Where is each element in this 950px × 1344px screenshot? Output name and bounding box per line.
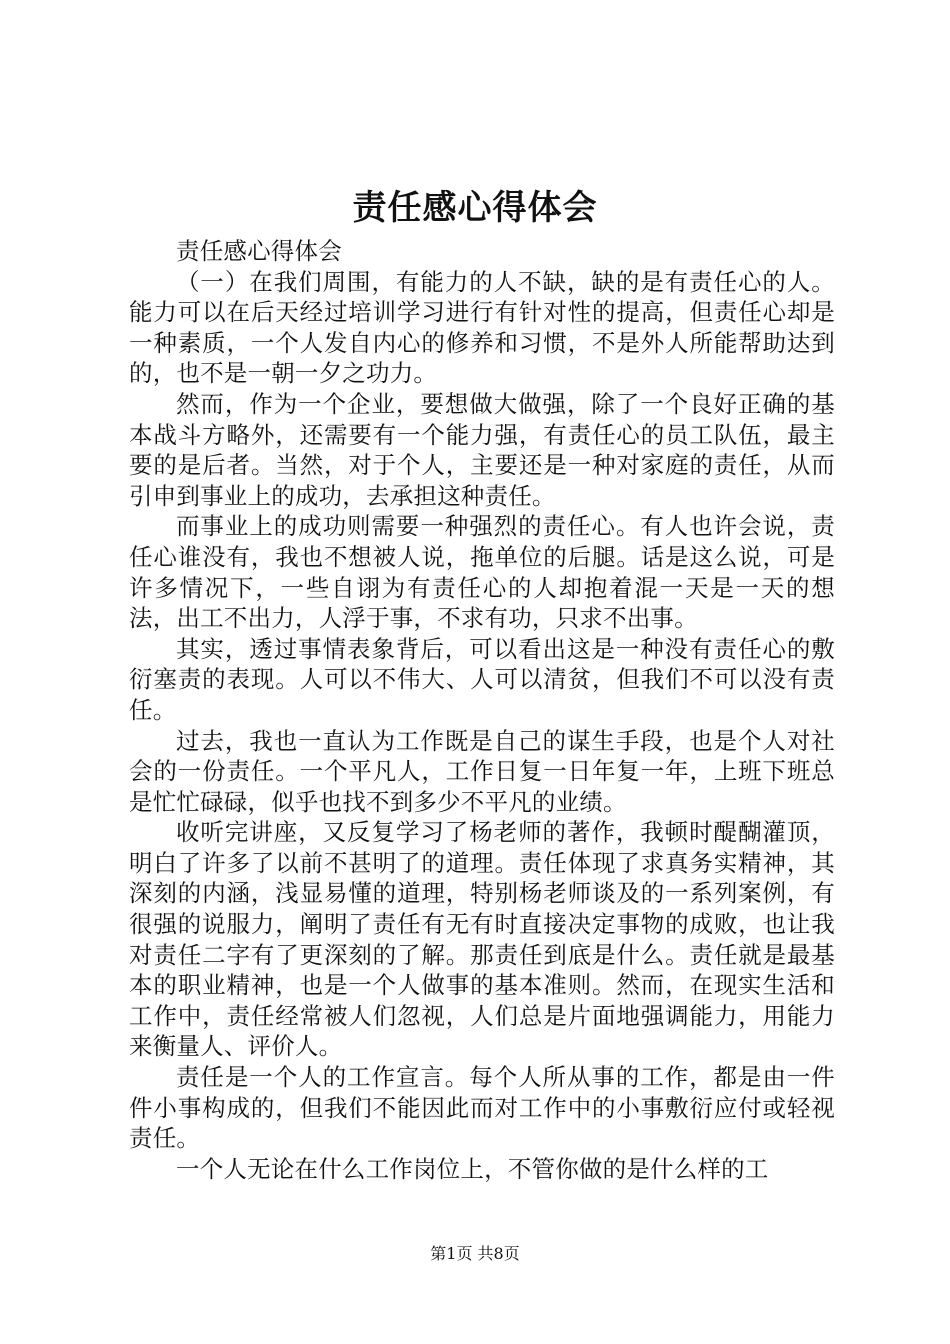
paragraph: 而事业上的成功则需要一种强烈的责任心。有人也许会说，责任心谁没有，我也不想被人说，拖单位的后腿。话是这么说，可是许多情况下，一些自诩为有责任心的人却抱着混一天是一天的想法，出工不出力，人浮于事，不求有功，只求不出事。 <box>129 512 835 633</box>
page-number-footer: 第1页 共8页 <box>430 1244 520 1263</box>
paragraph: 然而，作为一个企业，要想做大做强，除了一个良好正确的基本战斗方略外，还需要有一个能力强，有责任心的员工队伍，最主要的是后者。当然，对于个人，主要还是一种对家庭的责任，从而引申到事业上的成功，去承担这种责任。 <box>129 389 835 510</box>
paragraph: （一）在我们周围，有能力的人不缺，缺的是有责任心的人。能力可以在后天经过培训学习进行有针对性的提高，但责任心却是一种素质，一个人发自内心的修养和习惯，不是外人所能帮助达到的，也不是一朝一夕之功力。 <box>129 267 835 388</box>
paragraph: 其实，透过事情表象背后，可以看出这是一种没有责任心的敷衍塞责的表现。人可以不伟大、人可以清贫，但我们不可以没有责任。 <box>129 634 835 724</box>
paragraph: 责任感心得体会 <box>176 237 342 265</box>
document-body <box>129 236 835 1184</box>
paragraph: 收听完讲座，又反复学习了杨老师的著作，我顿时醍醐灌顶，明白了许多了以前不甚明了的道理。责任体现了求真务实精神，其深刻的内涵，浅显易懂的道理，特别杨老师谈及的一系列案例，有很强的说服力，阐明了责任有无有时直接决定事物的成败，也让我对责任二字有了更深刻的了解。那责任到底是什么。责任就是最基本的职业精神，也是一个人做事的基本准则。然而，在现实生活和工作中，责任经常被人们忽视，人们总是片面地强调能力，用能力来衡量人、评价人。 <box>129 818 835 1061</box>
paragraph: 一个人无论在什么工作岗位上，不管你做的是什么样的工 <box>176 1154 769 1183</box>
paragraph: 过去，我也一直认为工作既是自己的谋生手段，也是个人对社会的一份责任。一个平凡人，工作日复一日年复一年，上班下班总是忙忙碌碌，似乎也找不到多少不平凡的业绩。 <box>129 726 835 816</box>
paragraph: 责任是一个人的工作宣言。每个人所从事的工作，都是由一件件小事构成的，但我们不能因此而对工作中的小事敷衍应付或轻视责任。 <box>129 1063 835 1153</box>
document-title: 责任感心得体会 <box>352 188 598 228</box>
